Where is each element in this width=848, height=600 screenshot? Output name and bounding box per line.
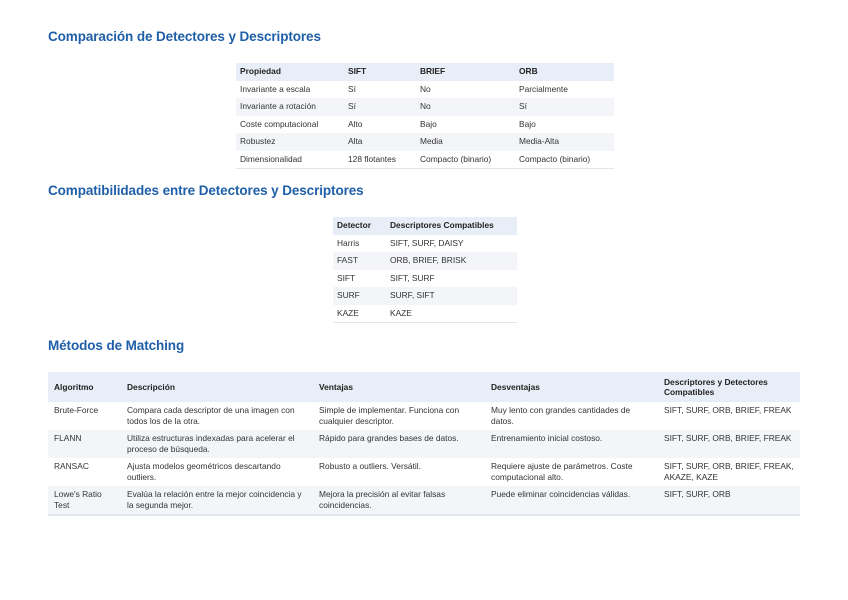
table-cell: Rápido para grandes bases de datos. [313, 430, 485, 458]
table-row [48, 430, 800, 458]
table-cell: Evalúa la relación entre la mejor coincidencia y la segunda mejor. [121, 486, 313, 515]
column-header: Descripción [121, 372, 313, 402]
table-row [333, 270, 517, 288]
table-row [236, 133, 614, 151]
table-cell: Media-Alta [515, 133, 614, 151]
column-header: Descriptores y Detectores Compatibles [658, 372, 800, 402]
table-cell: Robusto a outliers. Versátil. [319, 461, 421, 471]
table-cell: Alto [348, 118, 363, 129]
table-row [333, 287, 517, 305]
table-row [236, 81, 614, 99]
table-row [236, 116, 614, 134]
section-title-comparacion: Comparación de Detectores y Descriptores [48, 29, 321, 44]
table-cell: Simple de implementar. Funciona con cualquier descriptor. [319, 405, 460, 426]
table-cell: Requiere ajuste de parámetros. Coste computacional alto. [491, 461, 633, 482]
table-cell: SIFT, SURF, ORB, BRIEF, FREAK [658, 430, 800, 458]
table-cell: Brute-Force [54, 405, 99, 415]
table-cell: 128 flotantes [344, 151, 416, 169]
table-cell: KAZE [333, 305, 386, 323]
table-row [333, 235, 517, 253]
table-header-row [333, 217, 517, 235]
table-cell: KAZE [386, 305, 517, 323]
section-title-compatibilidades: Compatibilidades entre Detectores y Descriptores [48, 183, 364, 198]
table-cell: FLANN [48, 430, 121, 458]
comparison-table [236, 63, 614, 169]
table-cell: No [420, 83, 431, 94]
table-cell: FAST [333, 252, 386, 270]
column-header: Propiedad [236, 63, 344, 81]
column-header: SIFT [344, 63, 416, 81]
table-row [48, 486, 800, 515]
table-cell: Robustez [236, 133, 344, 151]
table-cell: Invariante a rotación [236, 98, 344, 116]
table-cell: Bajo [519, 118, 536, 129]
section-title-matching: Métodos de Matching [48, 338, 185, 353]
column-header: Ventajas [313, 372, 485, 402]
table-header-row [236, 63, 614, 81]
table-cell: SIFT, SURF, ORB, BRIEF, FREAK, AKAZE, KAZE [664, 461, 794, 482]
table-cell: Compacto (binario) [416, 151, 515, 169]
column-header: Descriptores Compatibles [386, 217, 517, 235]
table-cell: Sí [515, 98, 614, 116]
table-cell: SURF, SIFT [386, 287, 517, 305]
table-cell: ORB, BRIEF, BRISK [386, 252, 517, 270]
table-cell: Harris [337, 237, 360, 248]
table-cell: SIFT [337, 272, 356, 283]
column-header: Detector [333, 217, 386, 235]
table-cell: SIFT, SURF, ORB, BRIEF, FREAK [664, 405, 792, 415]
column-header: BRIEF [416, 63, 515, 81]
table-cell: Dimensionalidad [236, 151, 344, 169]
table-cell: Sí [344, 98, 416, 116]
table-cell: Lowe's Ratio Test [48, 486, 121, 515]
table-cell: Bajo [420, 118, 437, 129]
table-cell: Ajusta modelos geométricos descartando outliers. [127, 461, 281, 482]
matching-methods-table [48, 372, 800, 516]
table-row [48, 458, 800, 486]
table-cell: Puede eliminar coincidencias válidas. [485, 486, 658, 515]
table-cell: Alta [344, 133, 416, 151]
table-cell: Muy lento con grandes cantidades de datos. [491, 405, 631, 426]
column-header: ORB [515, 63, 614, 81]
table-cell: Sí [348, 83, 356, 94]
table-row [333, 305, 517, 323]
table-cell: Compacto (binario) [515, 151, 614, 169]
table-cell: Coste computacional [240, 118, 319, 129]
column-header: Desventajas [485, 372, 658, 402]
table-header-row [48, 372, 800, 402]
column-header: Algoritmo [48, 372, 121, 402]
table-cell: SIFT, SURF, ORB [658, 486, 800, 515]
table-cell: Utiliza estructuras indexadas para acelerar el proceso de búsqueda. [121, 430, 313, 458]
table-cell: SIFT, SURF, DAISY [390, 237, 464, 248]
table-cell: SIFT, SURF [390, 272, 435, 283]
table-row [333, 252, 517, 270]
compatibility-table [333, 217, 517, 323]
table-cell: No [416, 98, 515, 116]
table-row [48, 402, 800, 430]
table-row [236, 98, 614, 116]
table-row [236, 151, 614, 169]
table-cell: SURF [333, 287, 386, 305]
table-cell: Media [416, 133, 515, 151]
table-cell: RANSAC [54, 461, 89, 471]
table-cell: Compara cada descriptor de una imagen con todos los de la otra. [127, 405, 295, 426]
table-cell: Mejora la precisión al evitar falsas coincidencias. [313, 486, 485, 515]
table-cell: Parcialmente [519, 83, 568, 94]
table-cell: Entrenamiento inicial costoso. [485, 430, 658, 458]
table-cell: Invariante a escala [240, 83, 311, 94]
